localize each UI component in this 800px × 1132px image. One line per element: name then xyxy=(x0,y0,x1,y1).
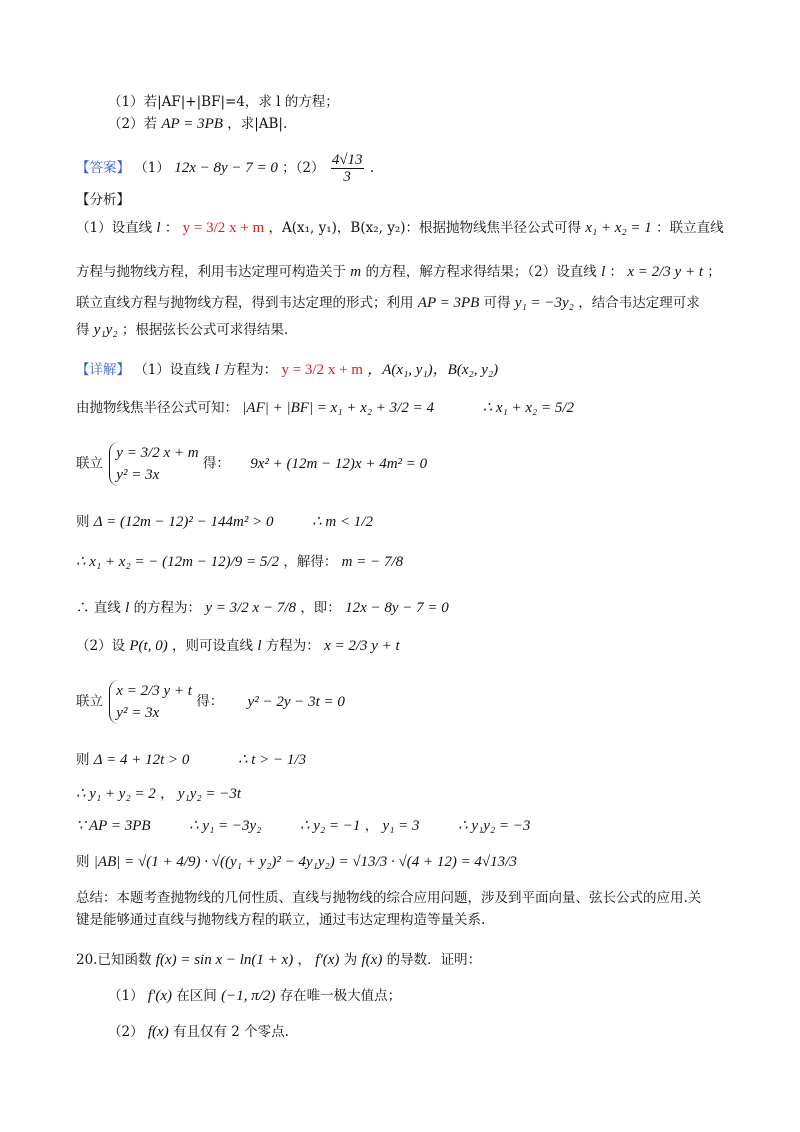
detail-line-11: ∵ AP = 3PB ∴ y₁ = −3y₂ ∴ y₂ = −1 ， y₁ = 3 ∴ y₁y₂ = −3 xyxy=(76,818,531,834)
detail-line-8: 联立 x = 2/3 y + t y² = 3x 得： y² − 2y − 3t = 0 xyxy=(76,680,345,724)
highlighted-line-equation-2: y = 3/2 x + m xyxy=(281,362,363,378)
detail-line-12: 则 |AB| = √(1 + 4/9) · √((y₁ + y₂)² − 4y₁y₂) = √13/3 · √(4 + 12) = 4√13/3 xyxy=(76,854,517,870)
detail-line-7: （2）设 P(t, 0) ，则可设直线 l 方程为： x = 2/3 y + t xyxy=(76,638,400,654)
equation-system-1: y = 3/2 x + m y² = 3x xyxy=(109,442,198,486)
question-20-part-1: （1） f′(x) 在区间 (−1, π/2) 存在唯一极大值点； xyxy=(108,988,402,1004)
detail-label: 【详解】 xyxy=(76,362,130,378)
answer-fraction-2: $\frac{4√13}{3}$ xyxy=(331,152,363,185)
summary-line-2: 键是能够通过直线与抛物线方程的联立，通过韦达定理构造等量关系. xyxy=(76,912,486,928)
analysis-line-4: 得 y₁y₂ ；根据弦长公式可求得结果. xyxy=(76,322,289,338)
question-part-2: （2）若 AP = 3PB ，求|AB|. xyxy=(108,116,288,132)
highlighted-line-equation: y = 3/2 x + m xyxy=(182,220,265,236)
detail-line-6: ∴ 直线 l 的方程为： y = 3/2 x − 7/8 ，即： 12x − 8y − 7 = 0 xyxy=(76,600,449,616)
analysis-line-2: 方程与抛物线方程，利用韦达定理可构造关于 m 的方程，解方程求得结果；（2）设直线 l ： x = 2/3 y + t ； xyxy=(76,264,721,280)
detail-line-10: ∴ y₁ + y₂ = 2 ， y₁y₂ = −3t xyxy=(76,786,242,802)
answer-label: 【答案】 xyxy=(76,160,130,176)
detail-line-5: ∴ x₁ + x₂ = − (12m − 12)/9 = 5/2 ，解得： m = − 7/8 xyxy=(76,554,404,570)
detail-line-3: 联立 y = 3/2 x + m y² = 3x 得： 9x² + (12m − 12)x + 4m² = 0 xyxy=(76,442,427,486)
detail-line-9: 则 Δ = 4 + 12t > 0 ∴ t > − 1/3 xyxy=(76,752,307,768)
detail-line-2: 由抛物线焦半径公式可知： |AF| + |BF| = x₁ + x₂ + 3/2 = 4 ∴ x₁ + x₂ = 5/2 xyxy=(76,400,575,416)
chord-length-formula: |AB| = √(1 + 4/9) · √((y₁ + y₂)² − 4y₁y₂) = √13/3 · √(4 + 12) = 4√13/3 xyxy=(93,854,517,870)
equation-system-2: x = 2/3 y + t y² = 3x xyxy=(109,680,192,724)
analysis-label: 【分析】 xyxy=(76,192,130,208)
answer-equation-1: 12x − 8y − 7 = 0 xyxy=(174,160,278,176)
detail-line-4: 则 Δ = (12m − 12)² − 144m² > 0 ∴ m < 1/2 xyxy=(76,514,373,530)
answer-line: 【答案】 （1） 12x − 8y − 7 = 0 ；（2） $\frac{4√13}{3}$ . xyxy=(76,152,375,185)
vector-condition: AP = 3PB xyxy=(161,116,223,132)
analysis-line-3: 联立直线方程与抛物线方程，得到韦达定理的形式；利用 AP = 3PB 可得 y₁ = −3y₂ ，结合韦达定理可求 xyxy=(76,295,700,311)
question-part-1: （1）若|AF|+|BF|=4，求 l 的方程； xyxy=(108,94,339,110)
summary-line-1: 总结：本题考查抛物线的几何性质、直线与抛物线的综合应用问题，涉及到平面向量、弦长公式的应用.关 xyxy=(76,890,702,906)
question-20-part-2: （2） f(x) 有且仅有 2 个零点. xyxy=(108,1024,289,1040)
detail-line-1: 【详解】 （1）设直线 l 方程为： y = 3/2 x + m ，A(x₁, y₁)，B(x₂, y₂) xyxy=(76,362,499,378)
question-20-stem: 20.已知函数 f(x) = sin x − ln(1 + x) ， f′(x) 为 f(x) 的导数．证明： xyxy=(76,952,482,968)
analysis-line-1: （1）设直线 l ： y = 3/2 x + m ，A(x₁, y₁)，B(x₂, y₂)：根据抛物线焦半径公式可得 x₁ + x₂ = 1 ：联立直线 xyxy=(76,220,724,236)
